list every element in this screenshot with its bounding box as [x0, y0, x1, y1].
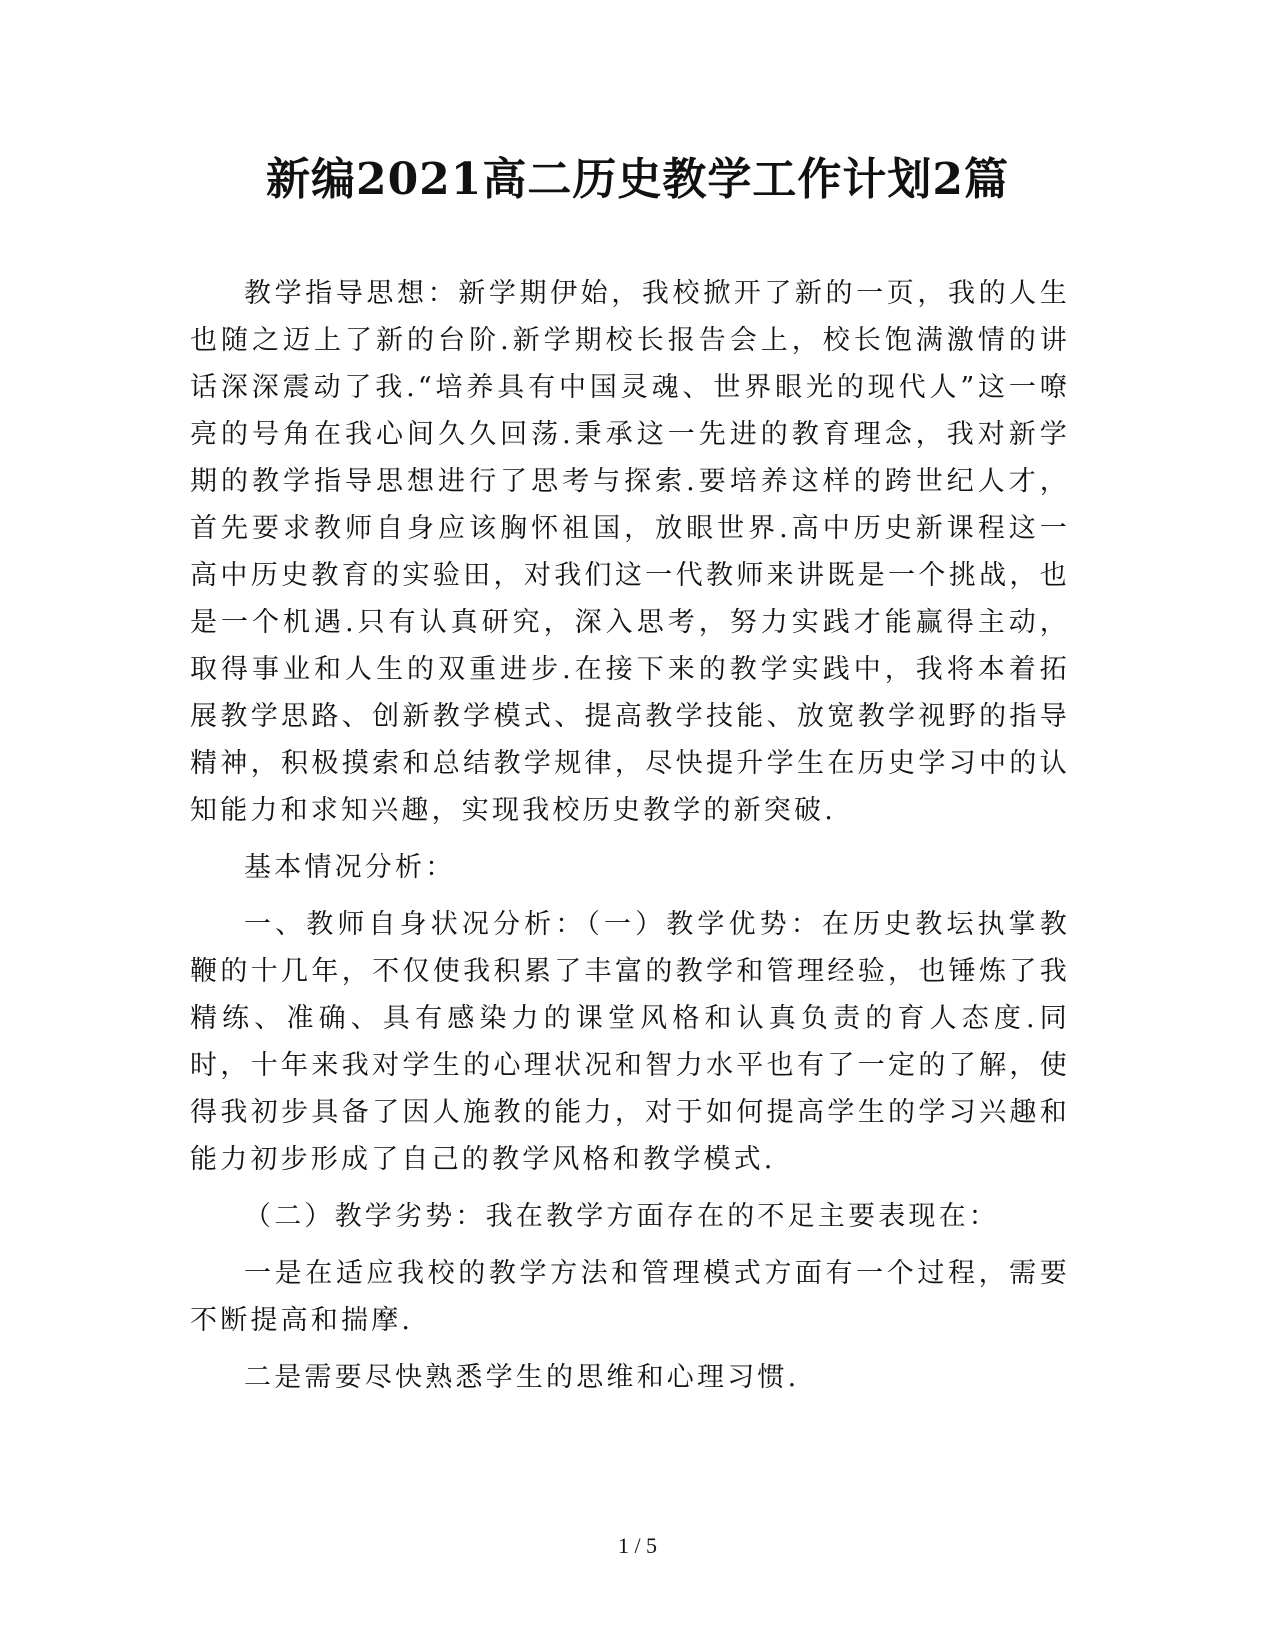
paragraph-weakness-one: 一是在适应我校的教学方法和管理模式方面有一个过程，需要不断提高和揣摩. — [190, 1258, 1070, 1336]
paragraph-teaching-weakness: （二）教学劣势：我在教学方面存在的不足主要表现在： — [244, 1201, 999, 1232]
document-body — [190, 270, 1070, 1401]
paragraph-teacher-analysis: 一、教师自身状况分析：（一）教学优势：在历史教坛执掌教鞭的十几年，不仅使我积累了丰富的教学和管理经验，也锤炼了我精练、准确、具有感染力的课堂风格和认真负责的育人态度.同时，十年来我对学生的心理状况和智力水平也有了一定的了解，使得我初步具备了因人施教的能力，对于如何提高学生的学习兴趣和能力初步形成了自己的教学风格和教学模式. — [190, 909, 1070, 1175]
paragraph-teaching-philosophy: 教学指导思想：新学期伊始，我校掀开了新的一页，我的人生也随之迈上了新的台阶.新学期校长报告会上，校长饱满激情的讲话深深震动了我.“培养具有中国灵魂、世界眼光的现代人”这一嘹亮的号角在我心间久久回荡.秉承这一先进的教育理念，我对新学期的教学指导思想进行了思考与探索.要培养这样的跨世纪人才，首先要求教师自身应该胸怀祖国，放眼世界.高中历史新课程这一高中历史教育的实验田，对我们这一代教师来讲既是一个挑战，也是一个机遇.只有认真研究，深入思考，努力实践才能赢得主动，取得事业和人生的双重进步.在接下来的教学实践中，我将本着拓展教学思路、创新教学模式、提高教学技能、放宽教学视野的指导精神，积极摸索和总结教学规律，尽快提升学生在历史学习中的认知能力和求知兴趣，实现我校历史教学的新突破. — [190, 278, 1070, 826]
paragraph-weakness-two: 二是需要尽快熟悉学生的思维和心理习惯. — [244, 1362, 800, 1393]
page-number: 1 / 5 — [617, 1533, 658, 1558]
paragraph-situation-heading: 基本情况分析： — [244, 852, 456, 883]
document-title: 新编2021高二历史教学工作计划2篇 — [265, 154, 1010, 205]
